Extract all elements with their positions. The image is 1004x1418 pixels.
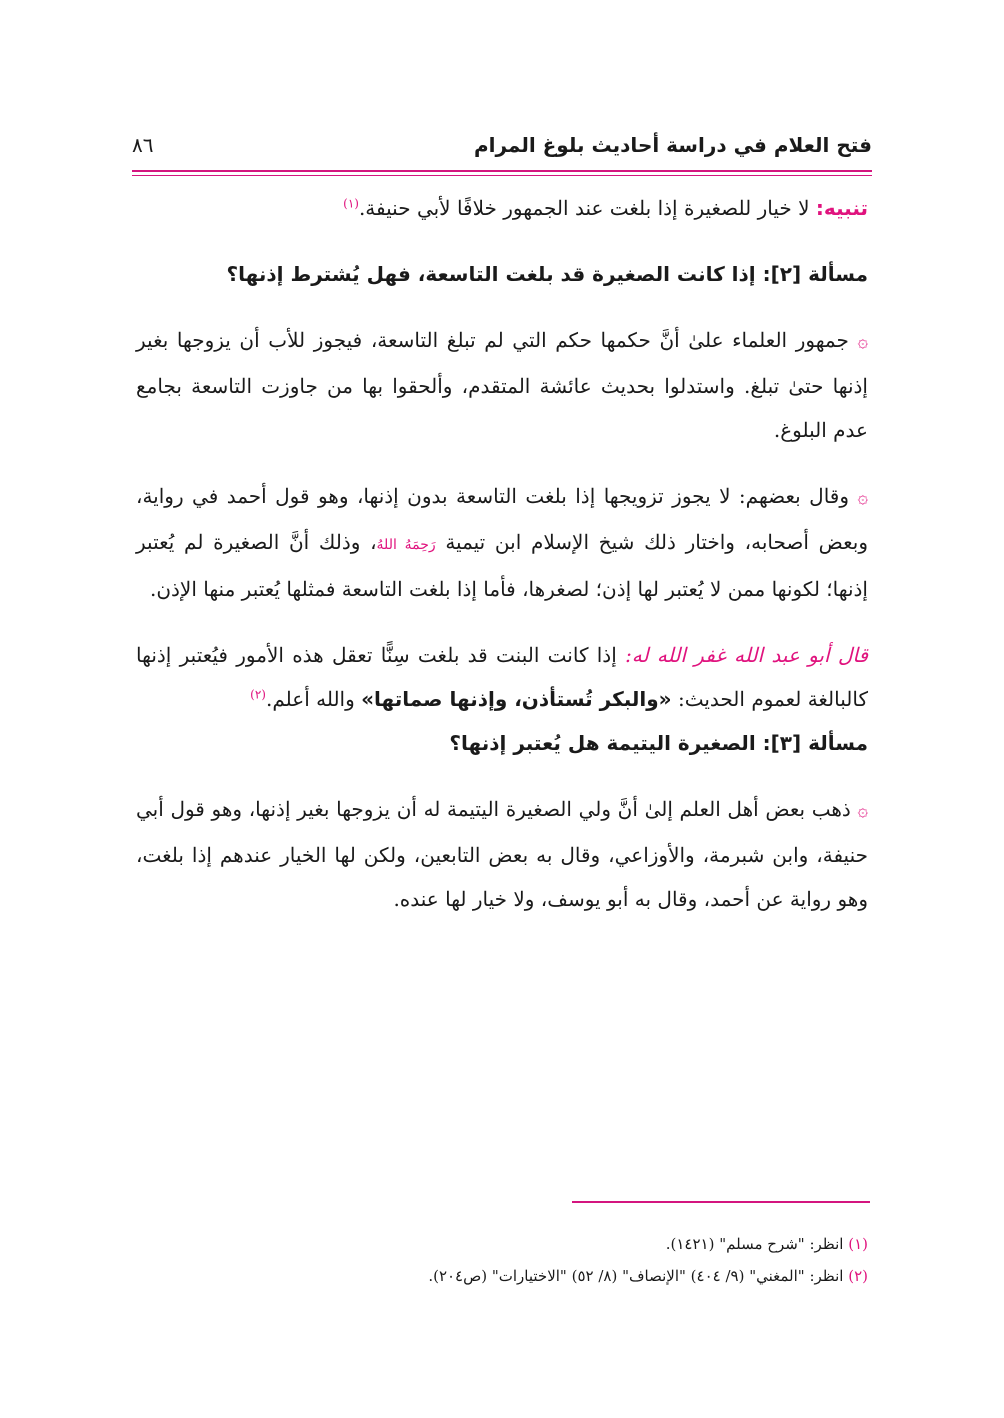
footnote-text: انظر: "شرح مسلم" (١٤٢١).: [665, 1235, 844, 1253]
paragraph-majority-view: [136, 318, 868, 452]
paragraph-other-view: [136, 474, 868, 611]
paragraph-text: ذهب بعض أهل العلم إلىٰ أنَّ ولي الصغيرة اليتيمة له أن يزوجها بغير إذنها، وهو قول أبي حنيفة، وابن شبرمة، والأوزاعي، وقال به بعض التابعين، ولكن لها الخيار عندهم إذا بلغت، وهو رواية عن أحمد، وقال به أبو يوسف، ولا خيار لها عنده.: [136, 797, 868, 911]
issue-2-heading: [136, 252, 868, 296]
footnote-number: (١): [848, 1235, 868, 1253]
paragraph-text-continued: ، وذلك أنَّ الصغيرة لم يُعتبر إذنها؛ لكونها ممن لا يُعتبر لها إذن؛ لصغرها، فأما إذا بلغت التاسعة فمثلها يُعتبر منها الإذن.: [136, 530, 868, 601]
footnote-divider: [572, 1201, 870, 1203]
footnotes: [136, 1228, 868, 1292]
paragraph-text: جمهور العلماء علىٰ أنَّ حكمها حكم التي لم تبلغ التاسعة، فيجوز للأب أن يزوجها بغير إذنها حتىٰ تبلغ. واستدلوا بحديث عائشة المتقدم، وألحقوا بها من جاوزت التاسعة بجامع عدم البلوغ.: [136, 328, 868, 442]
paragraph-star-icon: ۞: [857, 331, 868, 352]
note-label: تنبيه:: [815, 196, 868, 220]
author-label: قال أبو عبد الله غفر الله له:: [625, 643, 868, 667]
page-body: [136, 186, 868, 921]
author-text-end: والله أعلم.: [265, 687, 355, 711]
book-title: فتح العلام في دراسة أحاديث بلوغ المرام: [473, 133, 872, 157]
hadith-quote: «والبكر تُستأذن، وإذنها صماتها»: [361, 687, 672, 711]
issue-2-question: إذا كانت الصغيرة قد بلغت التاسعة، فهل يُشترط إذنها؟: [226, 262, 756, 286]
author-text: إذا كانت البنت قد بلغت سِنًّا تعقل هذه الأمور فيُعتبر إذنها كالبالغة لعموم الحديث:: [136, 643, 868, 711]
honorific-glyph: رَحِمَهُ اللهُ: [376, 537, 436, 553]
footnote-ref-2[interactable]: (٢): [250, 687, 266, 702]
note-paragraph: [136, 186, 868, 230]
paragraph-star-icon: ۞: [857, 800, 868, 821]
footnote-1: [136, 1228, 868, 1260]
issue-3-question: الصغيرة اليتيمة هل يُعتبر إذنها؟: [449, 731, 756, 755]
footnote-ref-1[interactable]: (١): [343, 196, 359, 211]
paragraph-star-icon: ۞: [857, 487, 868, 508]
footnote-number: (٢): [848, 1267, 868, 1285]
author-opinion-paragraph: [136, 633, 868, 721]
issue-2-label: مسألة [٢]:: [762, 262, 868, 286]
note-text: لا خيار للصغيرة إذا بلغت عند الجمهور خلافًا لأبي حنيفة.: [358, 196, 810, 220]
header-rule-thick: [132, 170, 872, 172]
page-number: ٨٦: [132, 133, 154, 157]
issue-3-label: مسألة [٣]:: [762, 731, 868, 755]
paragraph-orphan-view: [136, 787, 868, 921]
footnote-2: [136, 1260, 868, 1292]
paragraph-text: وقال بعضهم: لا يجوز تزويجها إذا بلغت التاسعة بدون إذنها، وهو قول أحمد في رواية، وبعض أصحابه، واختار ذلك شيخ الإسلام ابن تيمية: [136, 484, 868, 554]
footnote-text: انظر: "المغني" (٩/ ٤٠٤) "الإنصاف" (٨/ ٥٢) "الاختيارات" (ص٢٠٤).: [428, 1267, 844, 1285]
header-rule-thin: [132, 175, 872, 176]
page-header: [132, 125, 872, 165]
issue-3-heading: [136, 721, 868, 765]
